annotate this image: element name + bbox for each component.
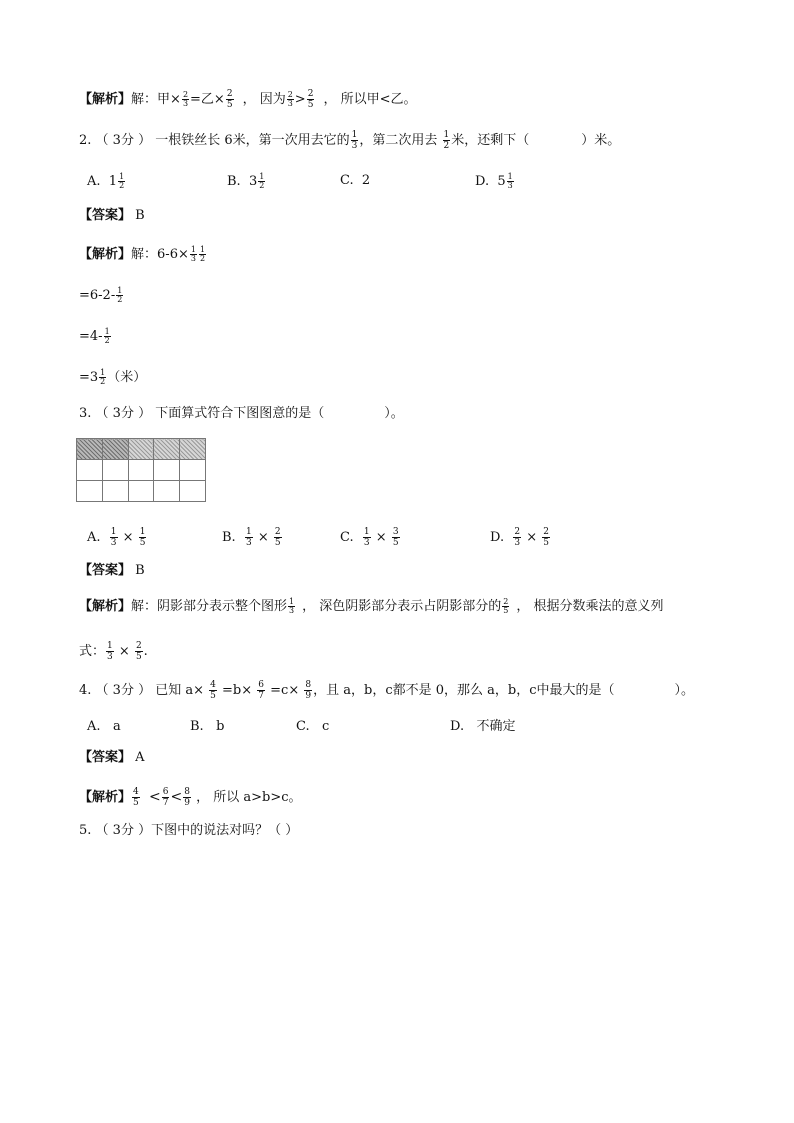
fraction: $\frac{2}{3}$ — [182, 90, 189, 108]
q3-option-d[interactable]: D. $\frac{2}{3}$ × $\frac{2}{5}$ — [490, 527, 550, 548]
q4-option-d[interactable]: D. 不确定 — [450, 719, 516, 734]
q2-step3: =4- $\frac{1}{2}$ — [79, 327, 110, 345]
q2-step4: =3 $\frac{1}{2}$ （米） — [79, 368, 147, 386]
q4-answer: 【答案】 A — [79, 750, 145, 765]
fraction: $\frac{2}{5}$ — [307, 89, 314, 110]
q2-answer: 【答案】 B — [79, 208, 145, 223]
q3-option-c[interactable]: C. $\frac{1}{3}$ × $\frac{3}{5}$ — [340, 527, 399, 548]
q2-option-d[interactable]: D. 5 $\frac{1}{3}$ — [475, 172, 513, 190]
fraction: $\frac{1}{3}$ — [351, 130, 358, 151]
q3-option-a[interactable]: A. $\frac{1}{3}$ × $\frac{1}{5}$ — [87, 527, 146, 548]
q4-question: 4. （ 3分 ） 已知 a× $\frac{4}{5}$ =b× $\frac{6}{7}$ =c× $\frac{8}{9}$ ，且 a，b，c都不是 0，那么 a，b，c中最大的是（ ）。 — [79, 680, 694, 701]
q2-option-b[interactable]: B. 3 $\frac{1}{2}$ — [227, 172, 265, 190]
q3-analysis: 【解析】解：阴影部分表示整个图形 $\frac{1}{3}$ ， 深色阴影部分表示占阴影部分的 $\frac{2}{5}$ ， 根据分数乘法的意义列 — [79, 597, 664, 615]
q2-step2: =6-2- $\frac{1}{2}$ — [79, 286, 123, 304]
q5-question: 5. （ 3分 ）下图中的说法对吗？（ ） — [79, 823, 299, 838]
fraction: $\frac{2}{3}$ — [287, 90, 293, 108]
q4-option-c[interactable]: C. c — [296, 719, 330, 734]
q3-question: 3. （ 3分 ） 下面算式符合下图图意的是（ ）。 — [79, 406, 404, 421]
q2-option-c[interactable]: C. 2 — [340, 173, 371, 188]
q4-option-b[interactable]: B. b — [190, 719, 225, 734]
q2-analysis: 【解析】解：6-6× $\frac{1}{3}$ $\frac{1}{2}$ — [79, 245, 206, 263]
analysis-label: 【解析】 — [79, 92, 132, 107]
q4-option-a[interactable]: A. a — [87, 719, 121, 734]
q3-analysis-cont: 式： $\frac{1}{3}$ × $\frac{2}{5}$ . — [79, 641, 148, 662]
fraction: $\frac{2}{5}$ — [226, 89, 233, 110]
q2-question: 2. （ 3分 ） 一根铁丝长 6米，第一次用去它的 $\frac{1}{3}$ ，第二次用去 $\frac{1}{2}$ 米，还剩下（ ）米。 — [79, 130, 621, 151]
q3-answer: 【答案】 B — [79, 563, 145, 578]
fraction: $\frac{1}{2}$ — [443, 130, 450, 151]
q3-option-b[interactable]: B. $\frac{1}{3}$ × $\frac{2}{5}$ — [222, 527, 281, 548]
q4-analysis: 【解析】 $\frac{4}{5}$ < $\frac{6}{7}$ < $\frac{8}{9}$ ， 所以 a>b>c。 — [79, 787, 302, 808]
q2-option-a[interactable]: A. 1 $\frac{1}{2}$ — [87, 172, 125, 190]
q1-analysis-line: 【解析】解：甲× $\frac{2}{3}$ =乙× $\frac{2}{5}$ ， 因为 $\frac{2}{3}$ > $\frac{2}{5}$ ， 所以甲<乙。 — [79, 89, 417, 110]
shaded-grid-figure — [76, 438, 206, 502]
